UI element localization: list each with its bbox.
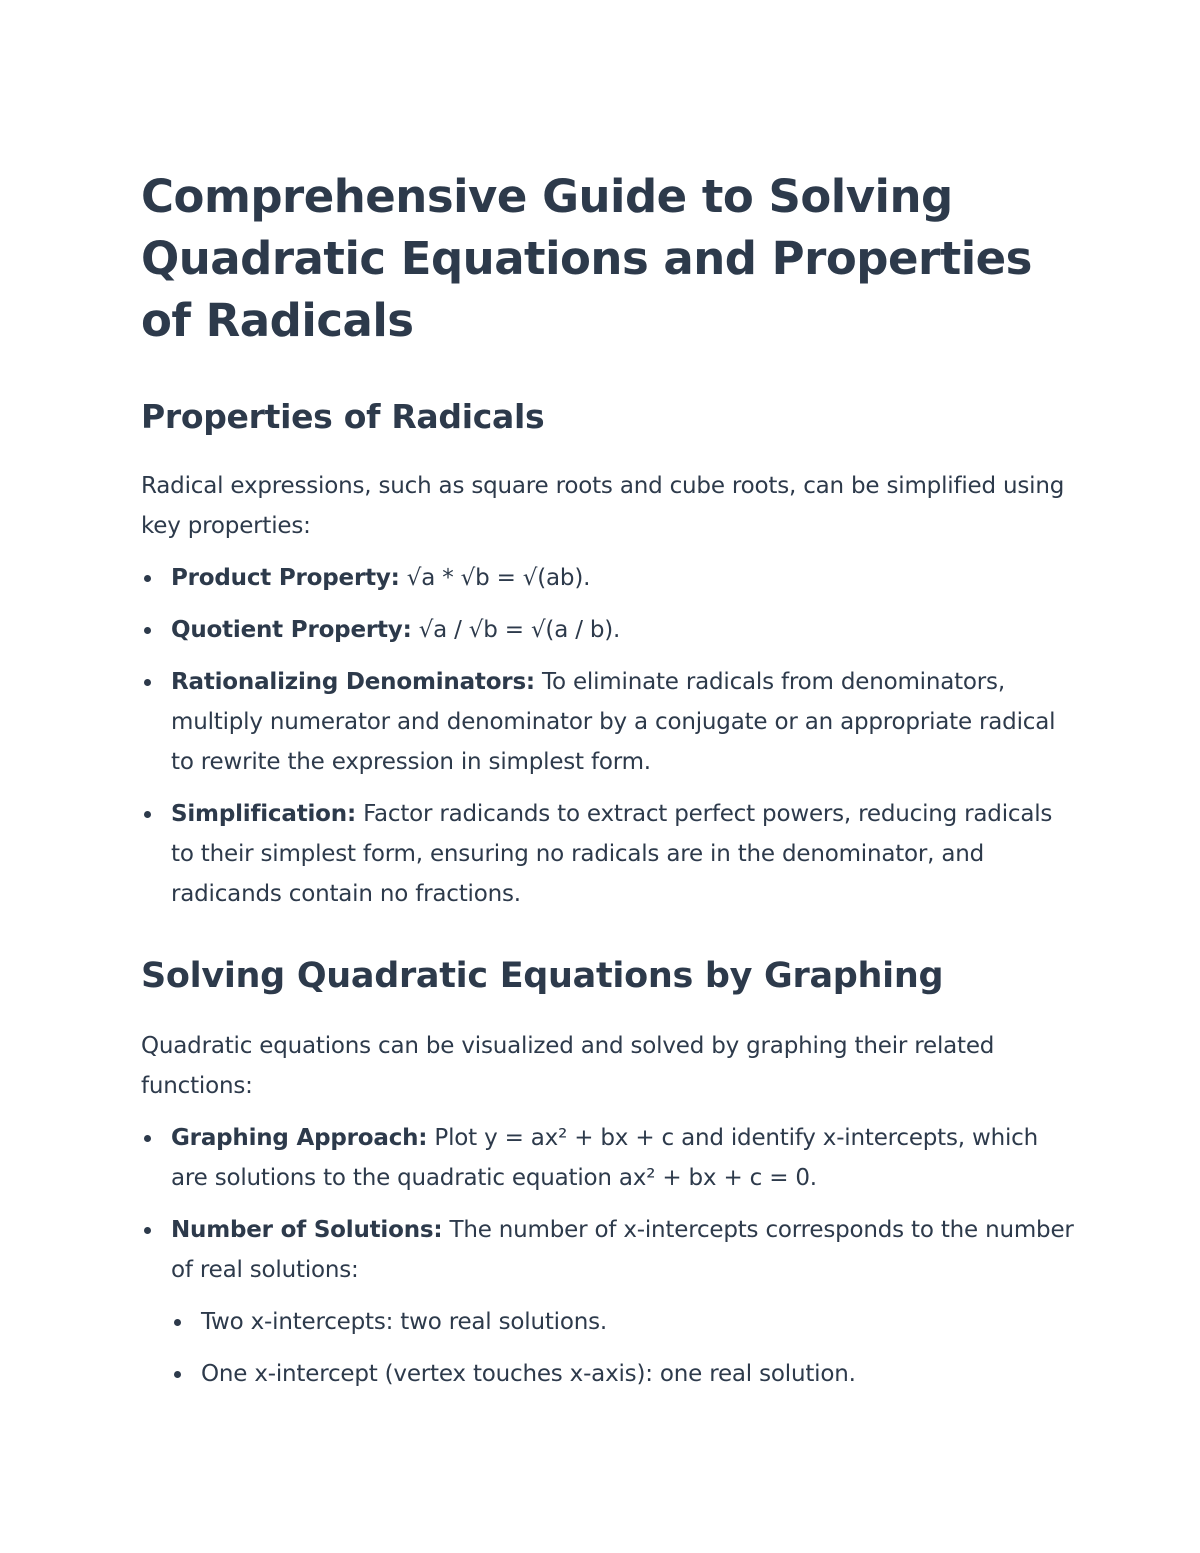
nested-list-item: One x-intercept (vertex touches x-axis): one real solution. — [171, 1354, 1080, 1394]
list-item-term: Quotient Property: — [171, 617, 412, 643]
list-item-text: √a * √b = √(ab). — [399, 565, 591, 591]
bullet-list — [141, 558, 1080, 914]
list-item-text: √a / √b = √(a / b). — [411, 617, 621, 643]
section-heading: Properties of Radicals — [141, 397, 545, 436]
list-item — [141, 1118, 1080, 1198]
list-item-text: Factor radicands to extract perfect powers, reducing radicals to their simplest form, ensuring no radicals are in the denominator, and radicands contain no fractions. — [171, 801, 1053, 907]
section-intro: Quadratic equations can be visualized and solved by graphing their related functions: — [141, 1033, 995, 1099]
list-item-text: Plot y = ax² + bx + c and identify x-intercepts, which are solutions to the quadratic equation ax² + bx + c = 0. — [171, 1125, 1039, 1191]
section-heading: Solving Quadratic Equations by Graphing — [141, 956, 944, 996]
list-item-term: Number of Solutions: — [171, 1217, 443, 1243]
section-properties-of-radicals — [141, 394, 1080, 914]
list-item — [141, 1210, 1080, 1394]
bullet-list — [141, 1118, 1080, 1394]
section-solving-by-graphing — [141, 952, 1080, 1394]
list-item-term: Graphing Approach: — [171, 1125, 428, 1151]
list-item-term: Product Property: — [171, 565, 400, 591]
list-item — [141, 662, 1080, 782]
section-intro: Radical expressions, such as square roots and cube roots, can be simplified using key properties: — [141, 473, 1065, 539]
list-item — [141, 558, 1080, 598]
list-item — [141, 794, 1080, 914]
list-item-term: Simplification: — [171, 801, 356, 827]
list-item — [141, 610, 1080, 650]
list-item-term: Rationalizing Denominators: — [171, 669, 535, 695]
list-item-text: To eliminate radicals from denominators, multiply numerator and denominator by a conjugate or an appropriate radical to rewrite the expression in simplest form. — [171, 669, 1056, 775]
list-item-text: The number of x-intercepts corresponds to the number of real solutions: — [171, 1217, 1074, 1283]
page-title: Comprehensive Guide to Solving Quadratic Equations and Properties of Radicals — [141, 170, 1032, 347]
nested-bullet-list — [171, 1302, 1080, 1394]
nested-list-item: Two x-intercepts: two real solutions. — [171, 1302, 1080, 1342]
